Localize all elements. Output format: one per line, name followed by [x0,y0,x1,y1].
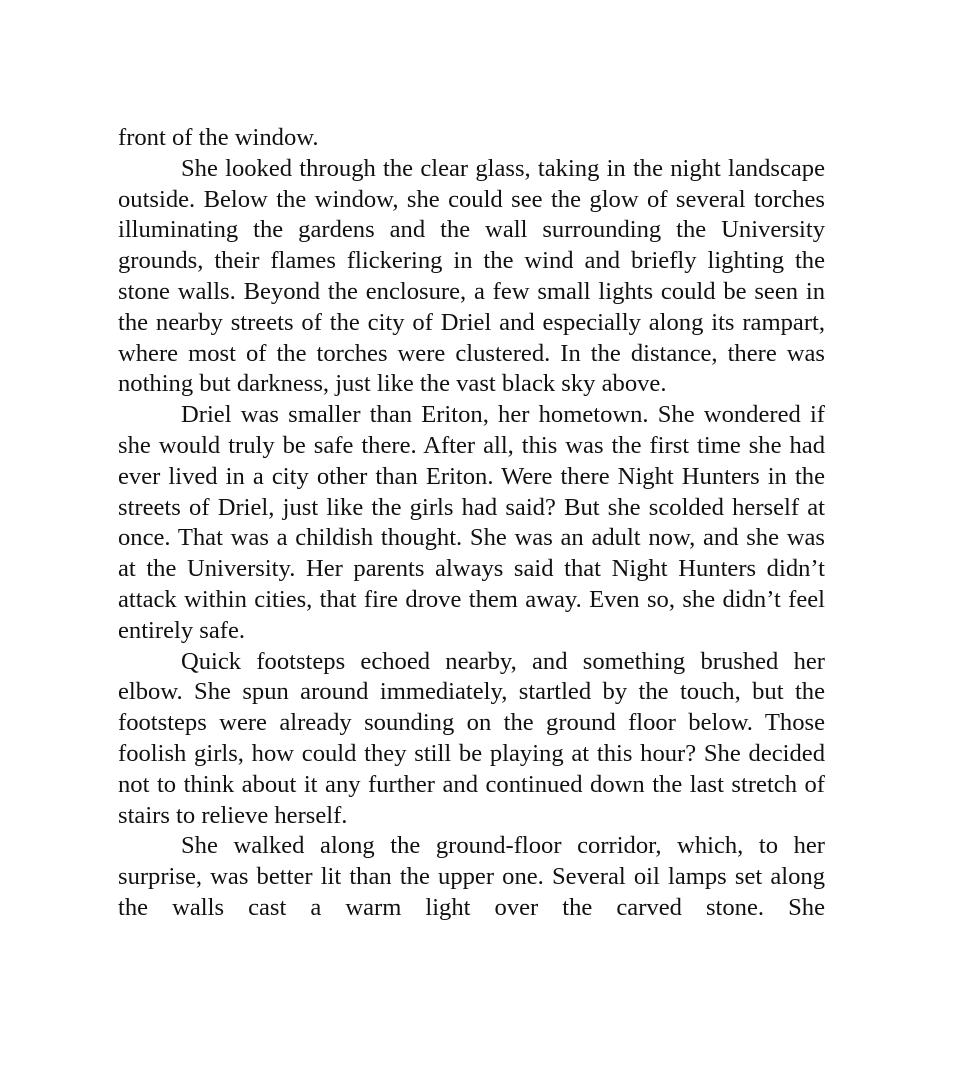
paragraph-driel: Driel was smaller than Eriton, her hometown. She wondered if she would truly be safe there. After all, this was the first time she had ever lived in a city other than Eriton. Were there Night Hunters in the streets of Driel, just like the girls had said? But she scolded herself at once. That was a childish thought. She was an adult now, and she was at the University. Her parents always said that Night Hunters didn’t attack within cities, that fire drove them away. Even so, she didn’t feel entirely safe. [118,401,825,644]
paragraph-continuation: front of the window. [118,124,319,151]
paragraph-footsteps: Quick footsteps echoed nearby, and something brushed her elbow. She spun around immediately, startled by the touch, but the footsteps were already sounding on the ground floor below. Those foolish girls, how could they still be playing at this hour? She decided not to think about it any further and continued down the last stretch of stairs to relieve herself. [118,647,825,829]
paragraph-window-view: She looked through the clear glass, taking in the night landscape outside. Below the window, she could see the glow of several torches illuminating the gardens and the wall surrounding the University grounds, their flames flickering in the wind and briefly lighting the stone walls. Beyond the enclosure, a few small lights could be seen in the nearby streets of the city of Driel and especially along its rampart, where most of the torches were clustered. In the distance, there was nothing but darkness, just like the vast black sky above. [118,154,825,398]
paragraph-corridor: She walked along the ground-floor corridor, which, to her surprise, was better lit than the upper one. Several oil lamps set along the walls cast a warm light over the carved stone. She [118,832,825,921]
page-text [118,123,825,924]
